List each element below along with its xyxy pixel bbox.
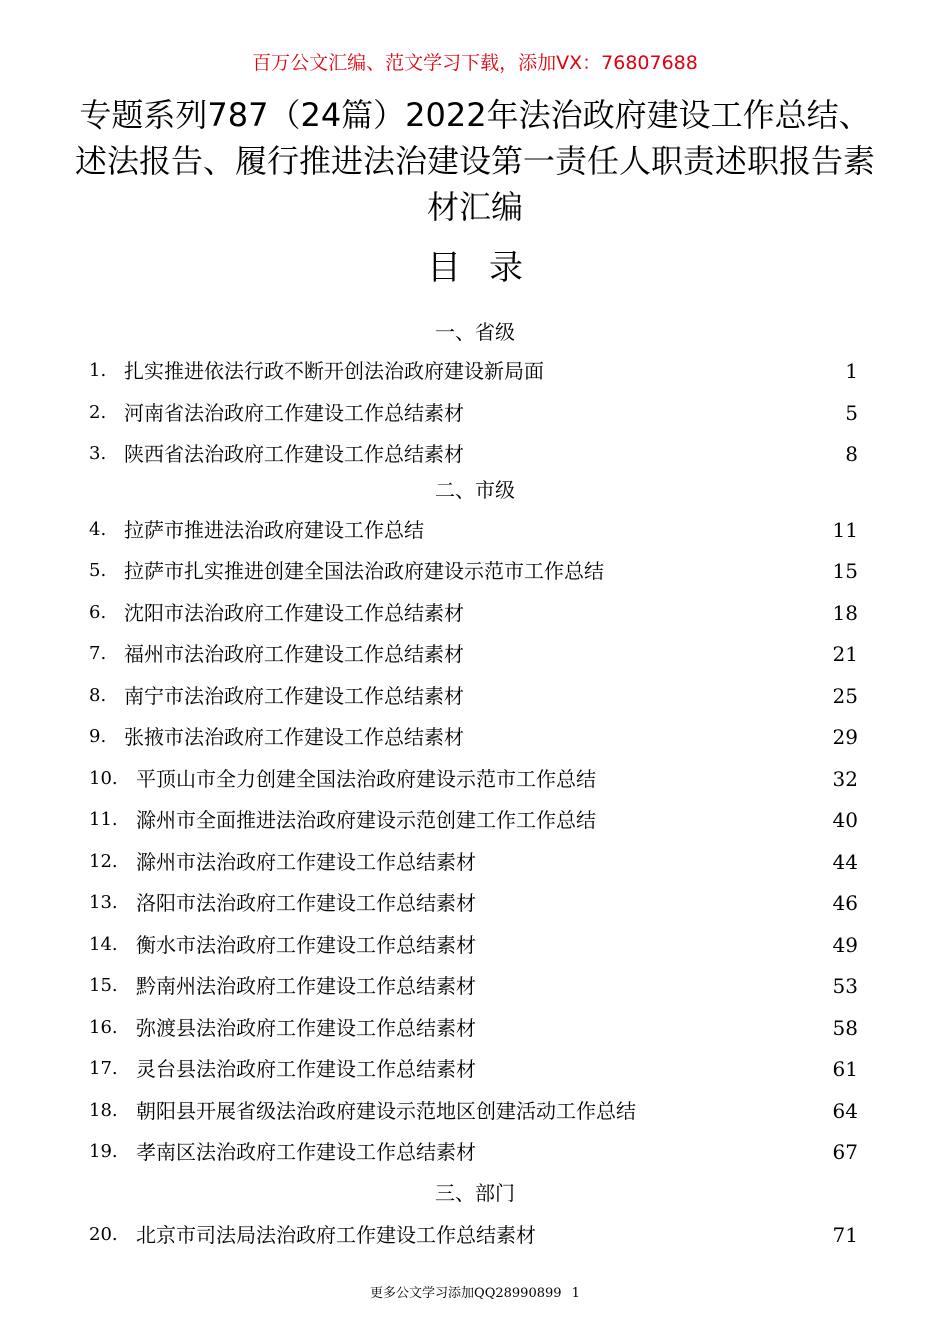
toc-entry-title: 陕西省法治政府工作建设工作总结素材: [124, 442, 464, 466]
toc-entry-page: 18: [832, 601, 858, 625]
toc-entry-page: 64: [832, 1099, 858, 1123]
toc-entry-page: 58: [832, 1016, 858, 1040]
toc-heading: 目录: [427, 248, 551, 288]
toc-entry-page: 25: [832, 684, 858, 708]
toc-entry[interactable]: [0, 434, 950, 474]
section-heading-provincial: 一、省级: [435, 320, 515, 344]
toc-entry[interactable]: [0, 510, 950, 550]
page-number: 1: [571, 1286, 580, 1301]
toc-entry[interactable]: [0, 842, 950, 882]
section-heading-municipal: 二、市级: [435, 478, 515, 502]
toc-entry-page: 46: [832, 891, 858, 915]
toc-entry-title: 拉萨市扎实推进创建全国法治政府建设示范市工作总结: [124, 559, 604, 583]
toc-entry[interactable]: [0, 1132, 950, 1172]
toc-entry-title: 拉萨市推进法治政府建设工作总结: [124, 518, 424, 542]
toc-entry-number: 12.: [89, 851, 118, 872]
toc-entry-number: 8.: [89, 685, 107, 706]
toc-entry-title: 弥渡县法治政府工作建设工作总结素材: [136, 1016, 476, 1040]
toc-entry-title: 福州市法治政府工作建设工作总结素材: [124, 642, 464, 666]
toc-entry[interactable]: [0, 759, 950, 799]
toc-entry-title: 张掖市法治政府工作建设工作总结素材: [124, 725, 464, 749]
toc-entry-number: 10.: [89, 768, 118, 789]
toc-entry[interactable]: [0, 1008, 950, 1048]
toc-entry-title: 河南省法治政府工作建设工作总结素材: [124, 401, 464, 425]
toc-entry-page: 21: [832, 642, 858, 666]
toc-entry-number: 3.: [89, 443, 107, 464]
toc-entry[interactable]: [0, 351, 950, 391]
toc-entry-page: 53: [832, 974, 858, 998]
toc-entry-number: 5.: [89, 560, 107, 581]
toc-entry-number: 6.: [89, 602, 107, 623]
toc-entry[interactable]: [0, 717, 950, 757]
toc-entry[interactable]: [0, 925, 950, 965]
toc-entry-title: 孝南区法治政府工作建设工作总结素材: [136, 1140, 476, 1164]
toc-entry-title: 灵台县法治政府工作建设工作总结素材: [136, 1057, 476, 1081]
toc-entry-title: 南宁市法治政府工作建设工作总结素材: [124, 684, 464, 708]
toc-entry-title: 扎实推进依法行政不断开创法治政府建设新局面: [124, 359, 544, 383]
toc-entry-page: 15: [832, 559, 858, 583]
toc-entry-page: 67: [832, 1140, 858, 1164]
toc-entry-title: 滁州市全面推进法治政府建设示范创建工作工作总结: [136, 808, 596, 832]
toc-entry-page: 5: [845, 401, 858, 425]
toc-entry-page: 32: [832, 767, 858, 791]
toc-entry-number: 13.: [89, 892, 118, 913]
page-footer: [0, 1282, 950, 1301]
toc-entry-page: 29: [832, 725, 858, 749]
toc-entry-number: 4.: [89, 519, 107, 540]
toc-entry[interactable]: [0, 551, 950, 591]
toc-entry[interactable]: [0, 634, 950, 674]
toc-entry-number: 1.: [89, 360, 107, 381]
toc-entry[interactable]: [0, 883, 950, 923]
toc-entry-page: 1: [845, 359, 858, 383]
toc-entry-page: 8: [845, 442, 858, 466]
toc-entry-title: 沈阳市法治政府工作建设工作总结素材: [124, 601, 464, 625]
toc-entry-number: 18.: [89, 1100, 118, 1121]
toc-entry[interactable]: [0, 800, 950, 840]
section-heading-departments: 三、部门: [435, 1181, 515, 1205]
toc-entry-title: 洛阳市法治政府工作建设工作总结素材: [136, 891, 476, 915]
toc-entry[interactable]: [0, 966, 950, 1006]
toc-entry[interactable]: [0, 1091, 950, 1131]
toc-entry[interactable]: [0, 1215, 950, 1255]
toc-entry[interactable]: [0, 593, 950, 633]
toc-entry-title: 平顶山市全力创建全国法治政府建设示范市工作总结: [136, 767, 596, 791]
toc-entry[interactable]: [0, 676, 950, 716]
toc-entry-number: 20.: [89, 1224, 118, 1245]
toc-entry[interactable]: [0, 1049, 950, 1089]
toc-entry-number: 11.: [89, 809, 118, 830]
toc-entry-title: 滁州市法治政府工作建设工作总结素材: [136, 850, 476, 874]
toc-entry-page: 71: [832, 1223, 858, 1247]
toc-entry-page: 44: [832, 850, 858, 874]
toc-entry-number: 2.: [89, 402, 107, 423]
document-title: 专题系列787（24篇）2022年法治政府建设工作总结、述法报告、履行推进法治建设第一责任人职责述职报告素材汇编: [74, 96, 875, 226]
toc-entry-page: 11: [832, 518, 858, 542]
toc-entry-number: 15.: [89, 975, 118, 996]
toc-entry-page: 49: [832, 933, 858, 957]
toc-entry-title: 北京市司法局法治政府工作建设工作总结素材: [136, 1223, 536, 1247]
toc-entry-number: 19.: [89, 1141, 118, 1162]
footer-note: 更多公文学习添加QQ28990899: [370, 1286, 562, 1301]
toc-entry-title: 朝阳县开展省级法治政府建设示范地区创建活动工作总结: [136, 1099, 636, 1123]
toc-entry-number: 17.: [89, 1058, 118, 1079]
toc-entry-number: 7.: [89, 643, 107, 664]
toc-entry[interactable]: [0, 393, 950, 433]
watermark-banner: 百万公文汇编、范文学习下载，添加VX：76807688: [252, 52, 698, 74]
toc-entry-number: 9.: [89, 726, 107, 747]
toc-entry-title: 黔南州法治政府工作建设工作总结素材: [136, 974, 476, 998]
toc-entry-title: 衡水市法治政府工作建设工作总结素材: [136, 933, 476, 957]
toc-entry-number: 14.: [89, 934, 118, 955]
toc-entry-page: 61: [832, 1057, 858, 1081]
toc-entry-page: 40: [832, 808, 858, 832]
toc-entry-number: 16.: [89, 1017, 118, 1038]
